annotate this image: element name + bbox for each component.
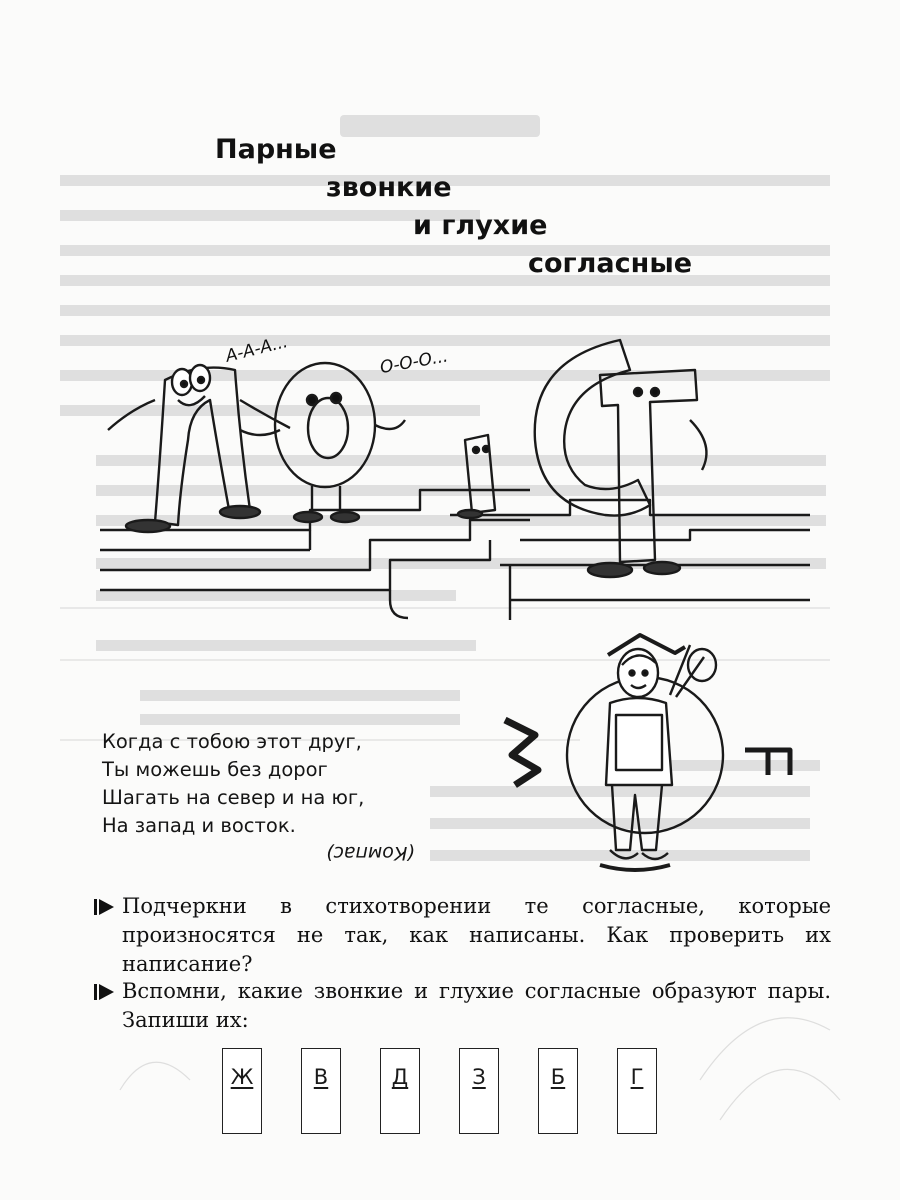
- task-marker-icon: [94, 897, 116, 917]
- riddle-poem: [102, 728, 364, 840]
- letters-on-stairs-illustration: [90, 300, 830, 620]
- letter-box-1[interactable]: [222, 1048, 262, 1134]
- task-1-text: Подчеркни в стихотворении те согласные, которые произносятся не так, как написаны. Как проверить их написание?: [122, 894, 831, 976]
- speech-o-text: О-О-О...: [378, 346, 450, 379]
- task-2-text: Вспомни, какие звонкие и глухие согласные образуют пары. Запиши их:: [122, 979, 831, 1032]
- speech-a-text: А-А-А...: [223, 331, 290, 367]
- letter-box-5[interactable]: [538, 1048, 578, 1134]
- letter-2: В: [313, 1065, 329, 1089]
- task-marker-icon: [94, 982, 116, 1002]
- task-1: [96, 892, 831, 979]
- consonant-boxes: [222, 1048, 657, 1134]
- letter-4: З: [472, 1065, 486, 1089]
- title-line-2: звонкие: [326, 172, 452, 203]
- task-2: [96, 977, 831, 1035]
- letter-box-4[interactable]: [459, 1048, 499, 1134]
- letter-5: Б: [550, 1065, 566, 1089]
- letter-box-6[interactable]: [617, 1048, 657, 1134]
- title-line-4: согласные: [528, 248, 693, 279]
- poem-line-1: Когда с тобою этот друг,: [102, 730, 362, 753]
- boy-with-compass-illustration: [490, 625, 830, 885]
- poem-line-4: На запад и восток.: [102, 814, 296, 837]
- letter-box-3[interactable]: [380, 1048, 420, 1134]
- letter-3: Д: [391, 1065, 409, 1089]
- title-line-3: и глухие: [413, 210, 548, 241]
- letter-6: Г: [630, 1065, 644, 1089]
- title-line-1: Парные: [215, 134, 337, 165]
- poem-line-3: Шагать на север и на юг,: [102, 786, 365, 809]
- riddle-answer-upside-down: (Компас): [326, 842, 415, 864]
- poem-line-2: Ты можешь без дорог: [102, 758, 328, 781]
- letter-1: Ж: [230, 1065, 254, 1089]
- letter-box-2[interactable]: [301, 1048, 341, 1134]
